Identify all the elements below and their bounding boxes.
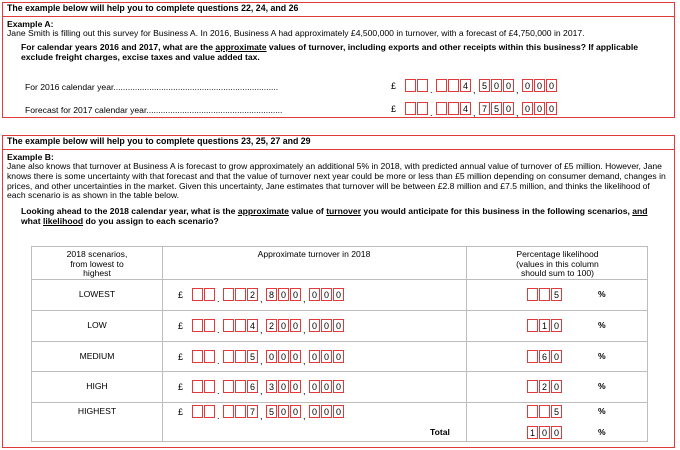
- digit-box[interactable]: 0: [278, 405, 289, 418]
- digit-separator: ,: [260, 325, 263, 335]
- digit-box[interactable]: 0: [491, 79, 502, 92]
- digit-box[interactable]: 0: [546, 79, 557, 92]
- digit-box[interactable]: [235, 319, 246, 332]
- currency-symbol: £: [178, 407, 184, 417]
- digit-box[interactable]: 0: [522, 102, 533, 115]
- currency-symbol: £: [178, 382, 184, 392]
- total-box[interactable]: 0: [551, 426, 562, 439]
- digit-box[interactable]: [235, 405, 246, 418]
- digit-box[interactable]: 0: [278, 380, 289, 393]
- digit-box[interactable]: 0: [309, 288, 320, 301]
- digit-box[interactable]: 0: [309, 405, 320, 418]
- percent-box[interactable]: [527, 350, 538, 363]
- digit-box[interactable]: 0: [278, 288, 289, 301]
- digit-box[interactable]: 0: [290, 319, 301, 332]
- digit-box[interactable]: 0: [333, 350, 344, 363]
- digit-box[interactable]: [405, 102, 416, 115]
- digit-box[interactable]: [448, 102, 459, 115]
- digit-separator: ,: [303, 386, 306, 396]
- digit-box[interactable]: 0: [333, 319, 344, 332]
- digit-box[interactable]: [223, 380, 234, 393]
- percent-box[interactable]: [527, 288, 538, 301]
- digit-box[interactable]: [204, 288, 215, 301]
- digit-box[interactable]: 0: [534, 102, 545, 115]
- example-a-body: Jane Smith is filling out this survey for Business A. In 2016, Business A had approximately £4,500,000 in turnover, with a forecast of £4,750,000 in 2017.: [7, 28, 585, 39]
- digit-box[interactable]: [417, 102, 428, 115]
- digit-box[interactable]: [405, 79, 416, 92]
- digit-box[interactable]: 5: [266, 405, 277, 418]
- digit-box[interactable]: 2: [247, 288, 258, 301]
- total-box[interactable]: 1: [527, 426, 538, 439]
- percent-sign: %: [598, 406, 606, 416]
- percent-sign: %: [598, 351, 606, 361]
- example-a-header: The example below will help you to complete questions 22, 24, and 26: [3, 3, 674, 17]
- example-b-question: Looking ahead to the 2018 calendar year, what is the approximate value of turnover you would anticipate for this business in the following scenarios, and what likelihood do you assign to each scenario?: [21, 205, 648, 226]
- digit-box[interactable]: 0: [290, 405, 301, 418]
- digit-box[interactable]: 5: [479, 79, 490, 92]
- digit-separator: ,: [473, 108, 476, 118]
- digit-separator: ,: [516, 85, 519, 95]
- total-label: Total: [430, 427, 450, 437]
- table-rule: [32, 310, 647, 311]
- percent-box[interactable]: 0: [551, 319, 562, 332]
- digit-box[interactable]: 0: [522, 79, 533, 92]
- digit-box[interactable]: [436, 102, 447, 115]
- example-b-title: Example B:: [7, 151, 54, 162]
- digit-box[interactable]: 7: [479, 102, 490, 115]
- digit-box[interactable]: 0: [278, 319, 289, 332]
- percent-sign: %: [598, 381, 606, 391]
- digit-box[interactable]: 0: [333, 405, 344, 418]
- col-header-scenarios: 2018 scenarios, from lowest to highest: [66, 249, 128, 278]
- digit-box[interactable]: 0: [321, 405, 332, 418]
- digit-box[interactable]: [192, 405, 203, 418]
- digit-box[interactable]: [192, 288, 203, 301]
- digit-box[interactable]: 0: [333, 288, 344, 301]
- digit-separator: ,: [516, 108, 519, 118]
- digit-separator: .: [430, 108, 433, 118]
- scenario-table: [31, 246, 648, 442]
- digit-box[interactable]: 0: [534, 79, 545, 92]
- col-header-likelihood: Percentage likelihood (values in this column should sum to 100): [516, 249, 599, 278]
- example-b-header: The example below will help you to complete questions 23, 25, 27 and 29: [3, 136, 674, 150]
- digit-box[interactable]: 0: [321, 380, 332, 393]
- digit-box[interactable]: 0: [321, 350, 332, 363]
- digit-box[interactable]: 0: [290, 380, 301, 393]
- digit-box[interactable]: [223, 350, 234, 363]
- digit-box[interactable]: 5: [491, 102, 502, 115]
- currency-symbol: £: [178, 290, 184, 300]
- scenario-label-low: LOW: [87, 320, 107, 330]
- digit-box[interactable]: [235, 350, 246, 363]
- digit-box[interactable]: 0: [321, 288, 332, 301]
- example-b-panel: [2, 135, 675, 448]
- table-divider: [162, 247, 163, 441]
- digit-box[interactable]: 0: [503, 79, 514, 92]
- digit-separator: ,: [260, 294, 263, 304]
- digit-box[interactable]: [204, 380, 215, 393]
- digit-box[interactable]: 0: [309, 319, 320, 332]
- digit-box[interactable]: [417, 79, 428, 92]
- digit-box[interactable]: [204, 319, 215, 332]
- scenario-label-medium: MEDIUM: [79, 351, 115, 361]
- table-rule: [32, 279, 647, 280]
- digit-separator: ,: [303, 325, 306, 335]
- digit-box[interactable]: 0: [309, 380, 320, 393]
- percent-box[interactable]: 2: [539, 380, 550, 393]
- currency-symbol: £: [178, 321, 184, 331]
- example-a-panel: [2, 2, 675, 118]
- scenario-label-high: HIGH: [86, 381, 108, 391]
- table-rule: [32, 402, 647, 403]
- table-rule: [32, 371, 647, 372]
- digit-box[interactable]: 8: [266, 288, 277, 301]
- digit-box[interactable]: 4: [247, 319, 258, 332]
- percent-box[interactable]: [527, 380, 538, 393]
- digit-box[interactable]: [204, 350, 215, 363]
- digit-box[interactable]: 2: [266, 319, 277, 332]
- percent-box[interactable]: 6: [539, 350, 550, 363]
- example-b-body: Jane also knows that turnover at Business A is forecast to grow approximately an additional 5% in 2018, with predicted annual value of turnover of £5 million. However, Jane knows there is some uncertainty with that forecast and that the value of turnover next year could be more or less than £5 million depending on consumer demand, changes in prices, and other uncertainties in the market. Given this uncertainty, Jane estimates that turnover will be between £2.8 million and £7.5 million, and thinks the likelihood of each scenario is as shown in the table below.: [7, 161, 666, 201]
- digit-box[interactable]: 7: [247, 405, 258, 418]
- example-a-question: For calendar years 2016 and 2017, what are the approximate values of turnover, including exports and other receipts within this business? If applicable exclude freight charges, excise taxes and value added tax.: [21, 42, 639, 62]
- percent-sign: %: [598, 320, 606, 330]
- digit-box[interactable]: [223, 405, 234, 418]
- digit-box[interactable]: [223, 319, 234, 332]
- total-box[interactable]: 0: [539, 426, 550, 439]
- digit-separator: .: [217, 325, 220, 335]
- row-label-2016: For 2016 calendar year.....................................................................: [25, 82, 279, 92]
- digit-box[interactable]: 4: [460, 102, 471, 115]
- digit-separator: .: [217, 294, 220, 304]
- percent-box[interactable]: 5: [551, 405, 562, 418]
- scenario-label-lowest: LOWEST: [78, 289, 116, 299]
- digit-box[interactable]: [223, 288, 234, 301]
- digit-box[interactable]: 0: [309, 350, 320, 363]
- table-rule: [32, 341, 647, 342]
- digit-box[interactable]: [204, 405, 215, 418]
- digit-box[interactable]: 0: [290, 350, 301, 363]
- digit-separator: ,: [303, 356, 306, 366]
- digit-box[interactable]: 6: [247, 380, 258, 393]
- digit-box[interactable]: 0: [333, 380, 344, 393]
- currency-symbol: £: [391, 81, 397, 91]
- example-a-title: Example A:: [7, 18, 54, 29]
- digit-box[interactable]: [192, 380, 203, 393]
- digit-box[interactable]: 4: [460, 79, 471, 92]
- total-percent-sign: %: [598, 427, 606, 437]
- digit-separator: ,: [260, 411, 263, 421]
- currency-symbol: £: [391, 104, 397, 114]
- digit-box[interactable]: 3: [266, 380, 277, 393]
- percent-box[interactable]: [539, 405, 550, 418]
- digit-box[interactable]: 0: [290, 288, 301, 301]
- percent-box[interactable]: [527, 405, 538, 418]
- digit-box[interactable]: 5: [247, 350, 258, 363]
- digit-separator: .: [217, 386, 220, 396]
- percent-box[interactable]: 0: [551, 350, 562, 363]
- percent-box[interactable]: 5: [551, 288, 562, 301]
- digit-box[interactable]: [448, 79, 459, 92]
- percent-box[interactable]: [539, 288, 550, 301]
- digit-separator: ,: [303, 411, 306, 421]
- digit-separator: ,: [303, 294, 306, 304]
- row-label-2017: Forecast for 2017 calendar year.........................................................: [25, 105, 283, 115]
- digit-box[interactable]: 0: [278, 350, 289, 363]
- digit-separator: ,: [260, 386, 263, 396]
- percent-box[interactable]: 0: [551, 380, 562, 393]
- digit-box[interactable]: [235, 288, 246, 301]
- digit-box[interactable]: [235, 380, 246, 393]
- digit-box[interactable]: 0: [321, 319, 332, 332]
- digit-box[interactable]: [192, 350, 203, 363]
- digit-separator: ,: [473, 85, 476, 95]
- digit-box[interactable]: 0: [546, 102, 557, 115]
- currency-symbol: £: [178, 352, 184, 362]
- percent-box[interactable]: [527, 319, 538, 332]
- digit-separator: .: [430, 85, 433, 95]
- percent-sign: %: [598, 289, 606, 299]
- percent-box[interactable]: 1: [539, 319, 550, 332]
- scenario-label-highest: HIGHEST: [77, 406, 117, 416]
- digit-box[interactable]: 0: [503, 102, 514, 115]
- col-header-turnover: Approximate turnover in 2018: [257, 249, 371, 259]
- digit-separator: .: [217, 411, 220, 421]
- digit-box[interactable]: 0: [266, 350, 277, 363]
- digit-separator: ,: [260, 356, 263, 366]
- digit-separator: .: [217, 356, 220, 366]
- digit-box[interactable]: [192, 319, 203, 332]
- digit-box[interactable]: [436, 79, 447, 92]
